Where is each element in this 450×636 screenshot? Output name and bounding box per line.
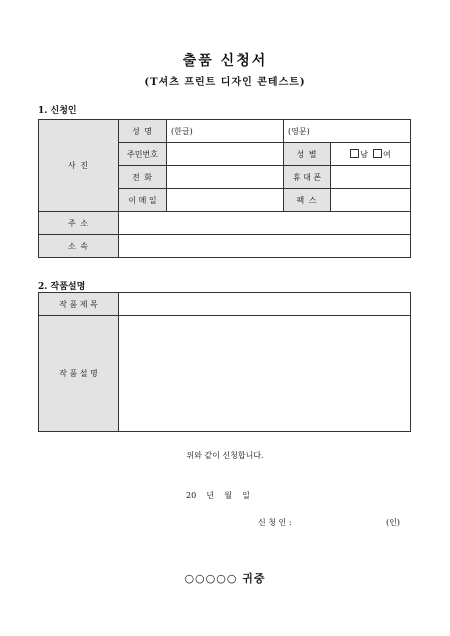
section-work-heading: 2. 작품설명 [38,282,86,292]
gender-label: 성 별 [284,143,331,166]
page-subtitle: (T셔츠 프린트 디자인 콘테스트) [144,77,306,88]
application-statement: 위와 같이 신청합니다. [186,451,264,460]
female-checkbox[interactable] [373,149,382,158]
gender-options [331,143,411,166]
mobile-label: 휴 대 폰 [284,166,331,189]
applicant-table [38,119,411,258]
page-title: 출품 신청서 [182,53,268,69]
id-number-label: 주민번호 [119,143,167,166]
email-label: 이 메 일 [119,189,167,212]
section-applicant-heading: 1. 신청인 [38,106,77,116]
date-line: 20 년 월 일 [186,491,250,500]
fax-field[interactable] [331,189,411,212]
affiliation-label: 소 속 [39,235,119,258]
phone-field[interactable] [167,166,284,189]
work-title-label: 작 품 제 목 [39,293,119,316]
applicant-signature-label: 신 청 인 : [258,518,292,527]
seal-mark: (인) [386,518,400,527]
id-number-field[interactable] [167,143,284,166]
name-english-field[interactable]: (영문) [284,120,411,143]
male-option-label: 남 [360,149,368,159]
fax-label: 팩 스 [284,189,331,212]
email-field[interactable] [167,189,284,212]
work-description-field[interactable] [119,316,411,432]
name-label: 성 명 [119,120,167,143]
address-label: 주 소 [39,212,119,235]
male-checkbox[interactable] [350,149,359,158]
work-table [38,292,411,432]
affiliation-field[interactable] [119,235,411,258]
name-korean-field[interactable]: (한글) [167,120,284,143]
recipient-line: ○○○○○ 귀중 [184,572,266,585]
work-description-label: 작 품 설 명 [39,316,119,432]
mobile-field[interactable] [331,166,411,189]
female-option-label: 여 [383,149,391,159]
address-field[interactable] [119,212,411,235]
phone-label: 전 화 [119,166,167,189]
work-title-field[interactable] [119,293,411,316]
photo-cell[interactable]: 사 진 [39,120,119,212]
